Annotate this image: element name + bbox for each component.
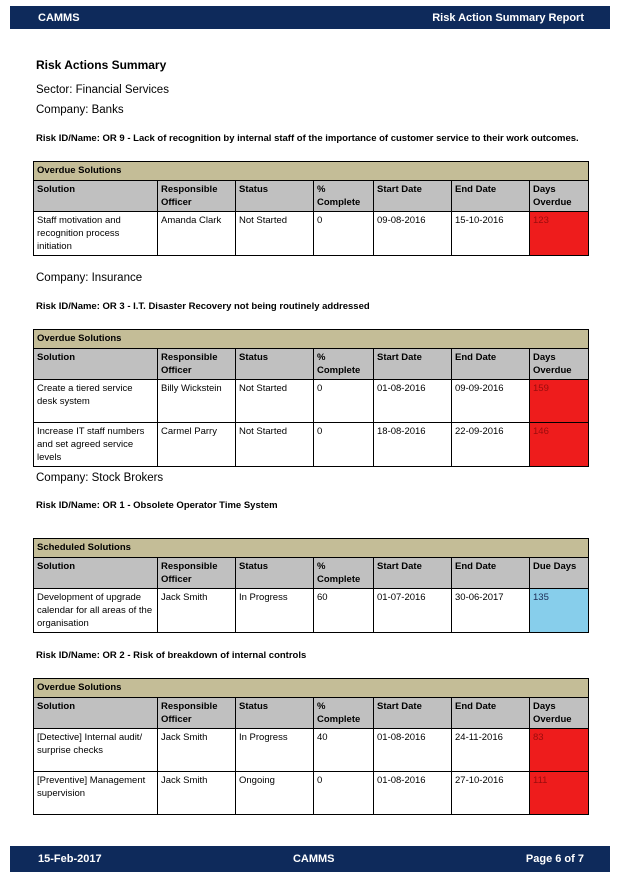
cell-days-overdue: 83 xyxy=(530,729,589,772)
risk-heading-or9: Risk ID/Name: OR 9 - Lack of recognition by internal staff of the importance of customer service to their work outcomes. xyxy=(36,133,579,144)
sector-label: Sector: Financial Services xyxy=(36,84,169,96)
cell-end-date: 22-09-2016 xyxy=(452,423,530,467)
cell-status: Not Started xyxy=(236,380,314,423)
col-header-end-date: End Date xyxy=(452,698,530,729)
cell-status: Not Started xyxy=(236,212,314,256)
col-header-solution: Solution xyxy=(34,698,158,729)
cell-solution: [Preventive] Management supervision xyxy=(34,772,158,815)
col-header-status: Status xyxy=(236,558,314,589)
cell-officer: Jack Smith xyxy=(158,589,236,633)
col-header-start-date: Start Date xyxy=(374,349,452,380)
risk-heading-or2: Risk ID/Name: OR 2 - Risk of breakdown of internal controls xyxy=(36,650,307,661)
cell-officer: Billy Wickstein xyxy=(158,380,236,423)
header-app-name: CAMMS xyxy=(38,11,80,24)
col-header-complete: % Complete xyxy=(314,349,374,380)
col-header-complete: % Complete xyxy=(314,698,374,729)
cell-complete: 0 xyxy=(314,423,374,467)
table-row xyxy=(34,772,589,815)
cell-solution: Increase IT staff numbers and set agreed service levels xyxy=(34,423,158,467)
table-row xyxy=(34,729,589,772)
col-header-officer: Responsible Officer xyxy=(158,558,236,589)
col-header-end-date: End Date xyxy=(452,349,530,380)
cell-status: In Progress xyxy=(236,729,314,772)
cell-complete: 0 xyxy=(314,772,374,815)
company-heading-insurance: Company: Insurance xyxy=(36,272,143,284)
footer-page-number: Page 6 of 7 xyxy=(525,853,584,865)
cell-days-overdue: 159 xyxy=(530,380,589,423)
cell-days-overdue: 123 xyxy=(530,212,589,256)
company-heading-banks: Company: Banks xyxy=(36,104,124,116)
col-header-days: Days Overdue xyxy=(530,698,589,729)
cell-start-date: 01-08-2016 xyxy=(374,380,452,423)
col-header-days: Days Overdue xyxy=(530,349,589,380)
company-heading-stock-brokers: Company: Stock Brokers xyxy=(36,472,164,484)
overdue-solutions-table-or9 xyxy=(33,161,589,256)
cell-days-overdue: 111 xyxy=(530,772,589,815)
cell-complete: 0 xyxy=(314,212,374,256)
col-header-start-date: Start Date xyxy=(374,181,452,212)
cell-start-date: 01-08-2016 xyxy=(374,772,452,815)
col-header-end-date: End Date xyxy=(452,181,530,212)
footer-date: 15-Feb-2017 xyxy=(38,853,102,865)
table-row xyxy=(34,380,589,423)
cell-officer: Carmel Parry xyxy=(158,423,236,467)
col-header-status: Status xyxy=(236,698,314,729)
col-header-complete: % Complete xyxy=(314,558,374,589)
risk-heading-or3: Risk ID/Name: OR 3 - I.T. Disaster Recovery not being routinely addressed xyxy=(36,301,370,312)
col-header-days: Days Overdue xyxy=(530,181,589,212)
report-title: Risk Actions Summary xyxy=(36,58,167,72)
col-header-end-date: End Date xyxy=(452,558,530,589)
col-header-officer: Responsible Officer xyxy=(158,181,236,212)
cell-solution: Create a tiered service desk system xyxy=(34,380,158,423)
col-header-solution: Solution xyxy=(34,349,158,380)
col-header-status: Status xyxy=(236,349,314,380)
cell-officer: Jack Smith xyxy=(158,729,236,772)
table-row xyxy=(34,423,589,467)
report-footer-bar xyxy=(10,846,610,872)
cell-end-date: 30-06-2017 xyxy=(452,589,530,633)
table-row xyxy=(34,212,589,256)
cell-end-date: 09-09-2016 xyxy=(452,380,530,423)
table-group-title: Overdue Solutions xyxy=(34,162,589,181)
cell-officer: Jack Smith xyxy=(158,772,236,815)
col-header-officer: Responsible Officer xyxy=(158,349,236,380)
cell-end-date: 24-11-2016 xyxy=(452,729,530,772)
table-group-title: Overdue Solutions xyxy=(34,679,589,698)
cell-status: Not Started xyxy=(236,423,314,467)
cell-complete: 40 xyxy=(314,729,374,772)
col-header-solution: Solution xyxy=(34,181,158,212)
table-row xyxy=(34,589,589,633)
cell-start-date: 09-08-2016 xyxy=(374,212,452,256)
cell-solution: Development of upgrade calendar for all areas of the organisation xyxy=(34,589,158,633)
cell-due-days: 135 xyxy=(530,589,589,633)
cell-start-date: 01-07-2016 xyxy=(374,589,452,633)
col-header-complete: % Complete xyxy=(314,181,374,212)
col-header-status: Status xyxy=(236,181,314,212)
header-report-title: Risk Action Summary Report xyxy=(432,11,584,24)
col-header-start-date: Start Date xyxy=(374,558,452,589)
col-header-solution: Solution xyxy=(34,558,158,589)
footer-app-name: CAMMS xyxy=(292,853,335,865)
overdue-solutions-table-or3 xyxy=(33,329,589,467)
cell-end-date: 15-10-2016 xyxy=(452,212,530,256)
overdue-solutions-table-or2 xyxy=(33,678,589,815)
cell-days-overdue: 146 xyxy=(530,423,589,467)
risk-heading-or1: Risk ID/Name: OR 1 - Obsolete Operator Time System xyxy=(36,500,278,511)
cell-status: Ongoing xyxy=(236,772,314,815)
cell-start-date: 01-08-2016 xyxy=(374,729,452,772)
scheduled-solutions-table-or1 xyxy=(33,538,589,633)
cell-officer: Amanda Clark xyxy=(158,212,236,256)
cell-complete: 60 xyxy=(314,589,374,633)
table-group-title: Scheduled Solutions xyxy=(34,539,589,558)
report-header-bar xyxy=(10,6,610,29)
cell-status: In Progress xyxy=(236,589,314,633)
cell-end-date: 27-10-2016 xyxy=(452,772,530,815)
table-group-title: Overdue Solutions xyxy=(34,330,589,349)
cell-complete: 0 xyxy=(314,380,374,423)
cell-solution: [Detective] Internal audit/ surprise checks xyxy=(34,729,158,772)
col-header-officer: Responsible Officer xyxy=(158,698,236,729)
cell-solution: Staff motivation and recognition process initiation xyxy=(34,212,158,256)
col-header-due-days: Due Days xyxy=(530,558,589,589)
cell-start-date: 18-08-2016 xyxy=(374,423,452,467)
col-header-start-date: Start Date xyxy=(374,698,452,729)
